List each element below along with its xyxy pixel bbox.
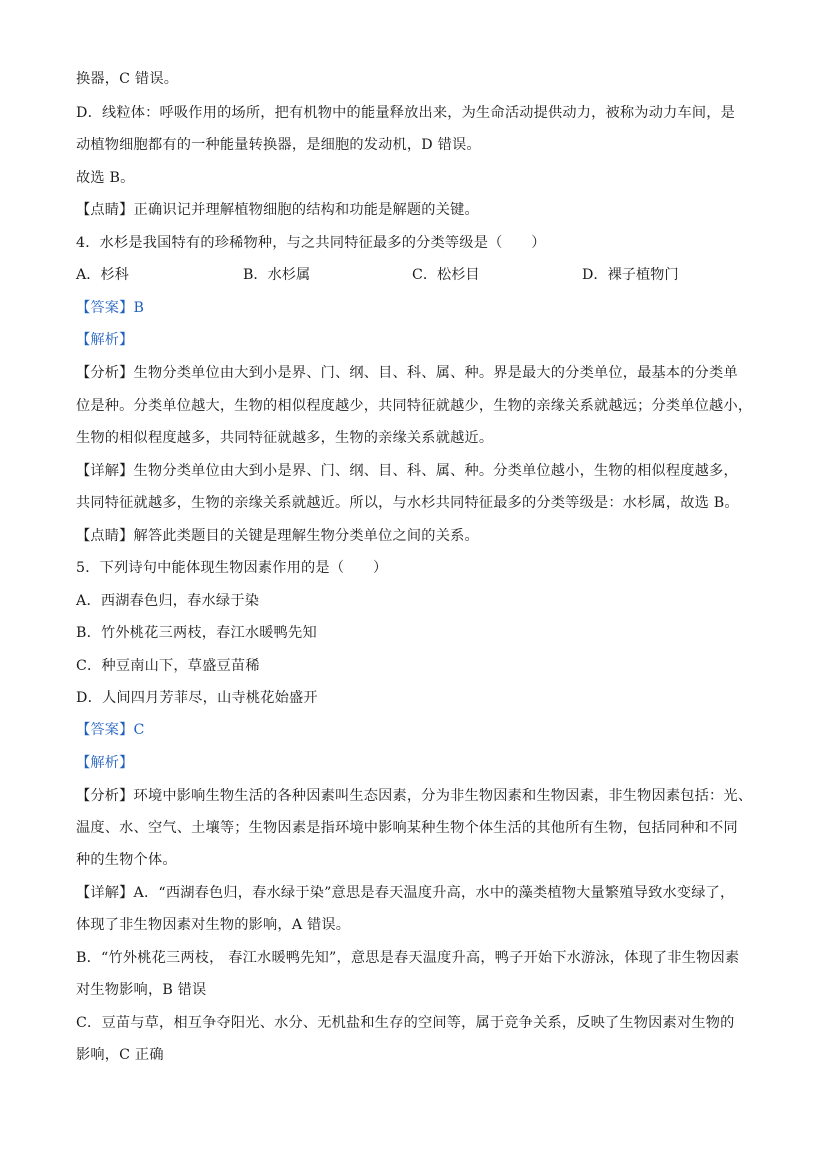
q5-option-d: D．人间四月芳菲尽，山寺桃花始盛开 — [76, 690, 318, 706]
q4-analysis-line: 生物的相似程度越多，共同特征就越多，生物的亲缘关系就越近。 — [76, 430, 494, 446]
q4-option-b: B．水杉属 — [243, 267, 311, 283]
q5-jiexi-label: 【解析】 — [76, 755, 134, 771]
q4-dianjing: 【点睛】解答此类题目的关键是理解生物分类单位之间的关系。 — [76, 528, 479, 544]
q5-analysis-line: 温度、水、空气、土壤等；生物因素是指环境中影响某种生物个体生活的其他所有生物，包括同种和不同 — [76, 820, 738, 836]
q4-analysis-line: 【分析】生物分类单位由大到小是界、门、纲、目、科、属、种。界是最大的分类单位，最基本的分类单 — [76, 365, 738, 381]
question-5-stem: 5．下列诗句中能体现生物因素作用的是（ ） — [76, 560, 388, 576]
q5-detail-line: 【详解】A．“西湖春色归，春水绿于染”意思是春天温度升高，水中的藻类植物大量繁殖导致水变绿了， — [76, 885, 735, 901]
q5-option-a: A．西湖春色归，春水绿于染 — [76, 593, 260, 609]
text-line: 故选 B。 — [76, 170, 135, 186]
q5-detail-line: B．“竹外桃花三两枝， 春江水暖鸭先知”，意思是春天温度升高，鸭子开始下水游泳，体现了非生物因素 — [76, 950, 740, 966]
q5-detail-line: 体现了非生物因素对生物的影响，A 错误。 — [76, 917, 351, 933]
text-line: D．线粒体：呼吸作用的场所，把有机物中的能量释放出来，为生命活动提供动力，被称为动力车间，是 — [76, 105, 736, 121]
q4-option-a: A．杉科 — [76, 267, 129, 283]
q5-analysis-line: 种的生物个体。 — [76, 852, 177, 868]
q4-jiexi-label: 【解析】 — [76, 332, 134, 348]
q4-analysis-line: 位是种。分类单位越大，生物的相似程度越少，共同特征就越少，生物的亲缘关系就越远；分类单位越小， — [76, 398, 753, 414]
q4-detail-line: 共同特征就越多，生物的亲缘关系就越近。所以，与水杉共同特征最多的分类等级是：水杉属，故选 B。 — [76, 495, 739, 511]
text-line: 换器，C 错误。 — [76, 71, 179, 87]
dianjing-note: 【点睛】正确识记并理解植物细胞的结构和功能是解题的关键。 — [76, 202, 479, 218]
q5-option-b: B．竹外桃花三两枝，春江水暖鸭先知 — [76, 625, 317, 641]
q5-answer-label: 【答案】C — [76, 722, 145, 738]
q4-option-d: D．裸子植物门 — [582, 267, 679, 283]
q4-detail-line: 【详解】生物分类单位由大到小是界、门、纲、目、科、属、种。分类单位越小，生物的相似程度越多， — [76, 463, 738, 479]
question-4-stem: 4．水杉是我国特有的珍稀物种，与之共同特征最多的分类等级是（ ） — [76, 235, 546, 251]
q4-option-c: C．松杉目 — [412, 267, 480, 283]
q5-detail-line: 对生物影响，B 错误 — [76, 982, 207, 998]
q5-detail-line: 影响，C 正确 — [76, 1047, 164, 1063]
q5-detail-line: C．豆苗与草，相互争夺阳光、水分、无机盐和生存的空间等，属于竞争关系，反映了生物因素对生物的 — [76, 1015, 735, 1031]
q4-answer-label: 【答案】B — [76, 300, 145, 316]
text-line: 动植物细胞都有的一种能量转换器，是细胞的发动机，D 错误。 — [76, 137, 481, 153]
q5-option-c: C．种豆南山下，草盛豆苗稀 — [76, 658, 260, 674]
q5-analysis-line: 【分析】环境中影响生物生活的各种因素叫生态因素，分为非生物因素和生物因素，非生物因素包括：光、 — [76, 788, 753, 804]
